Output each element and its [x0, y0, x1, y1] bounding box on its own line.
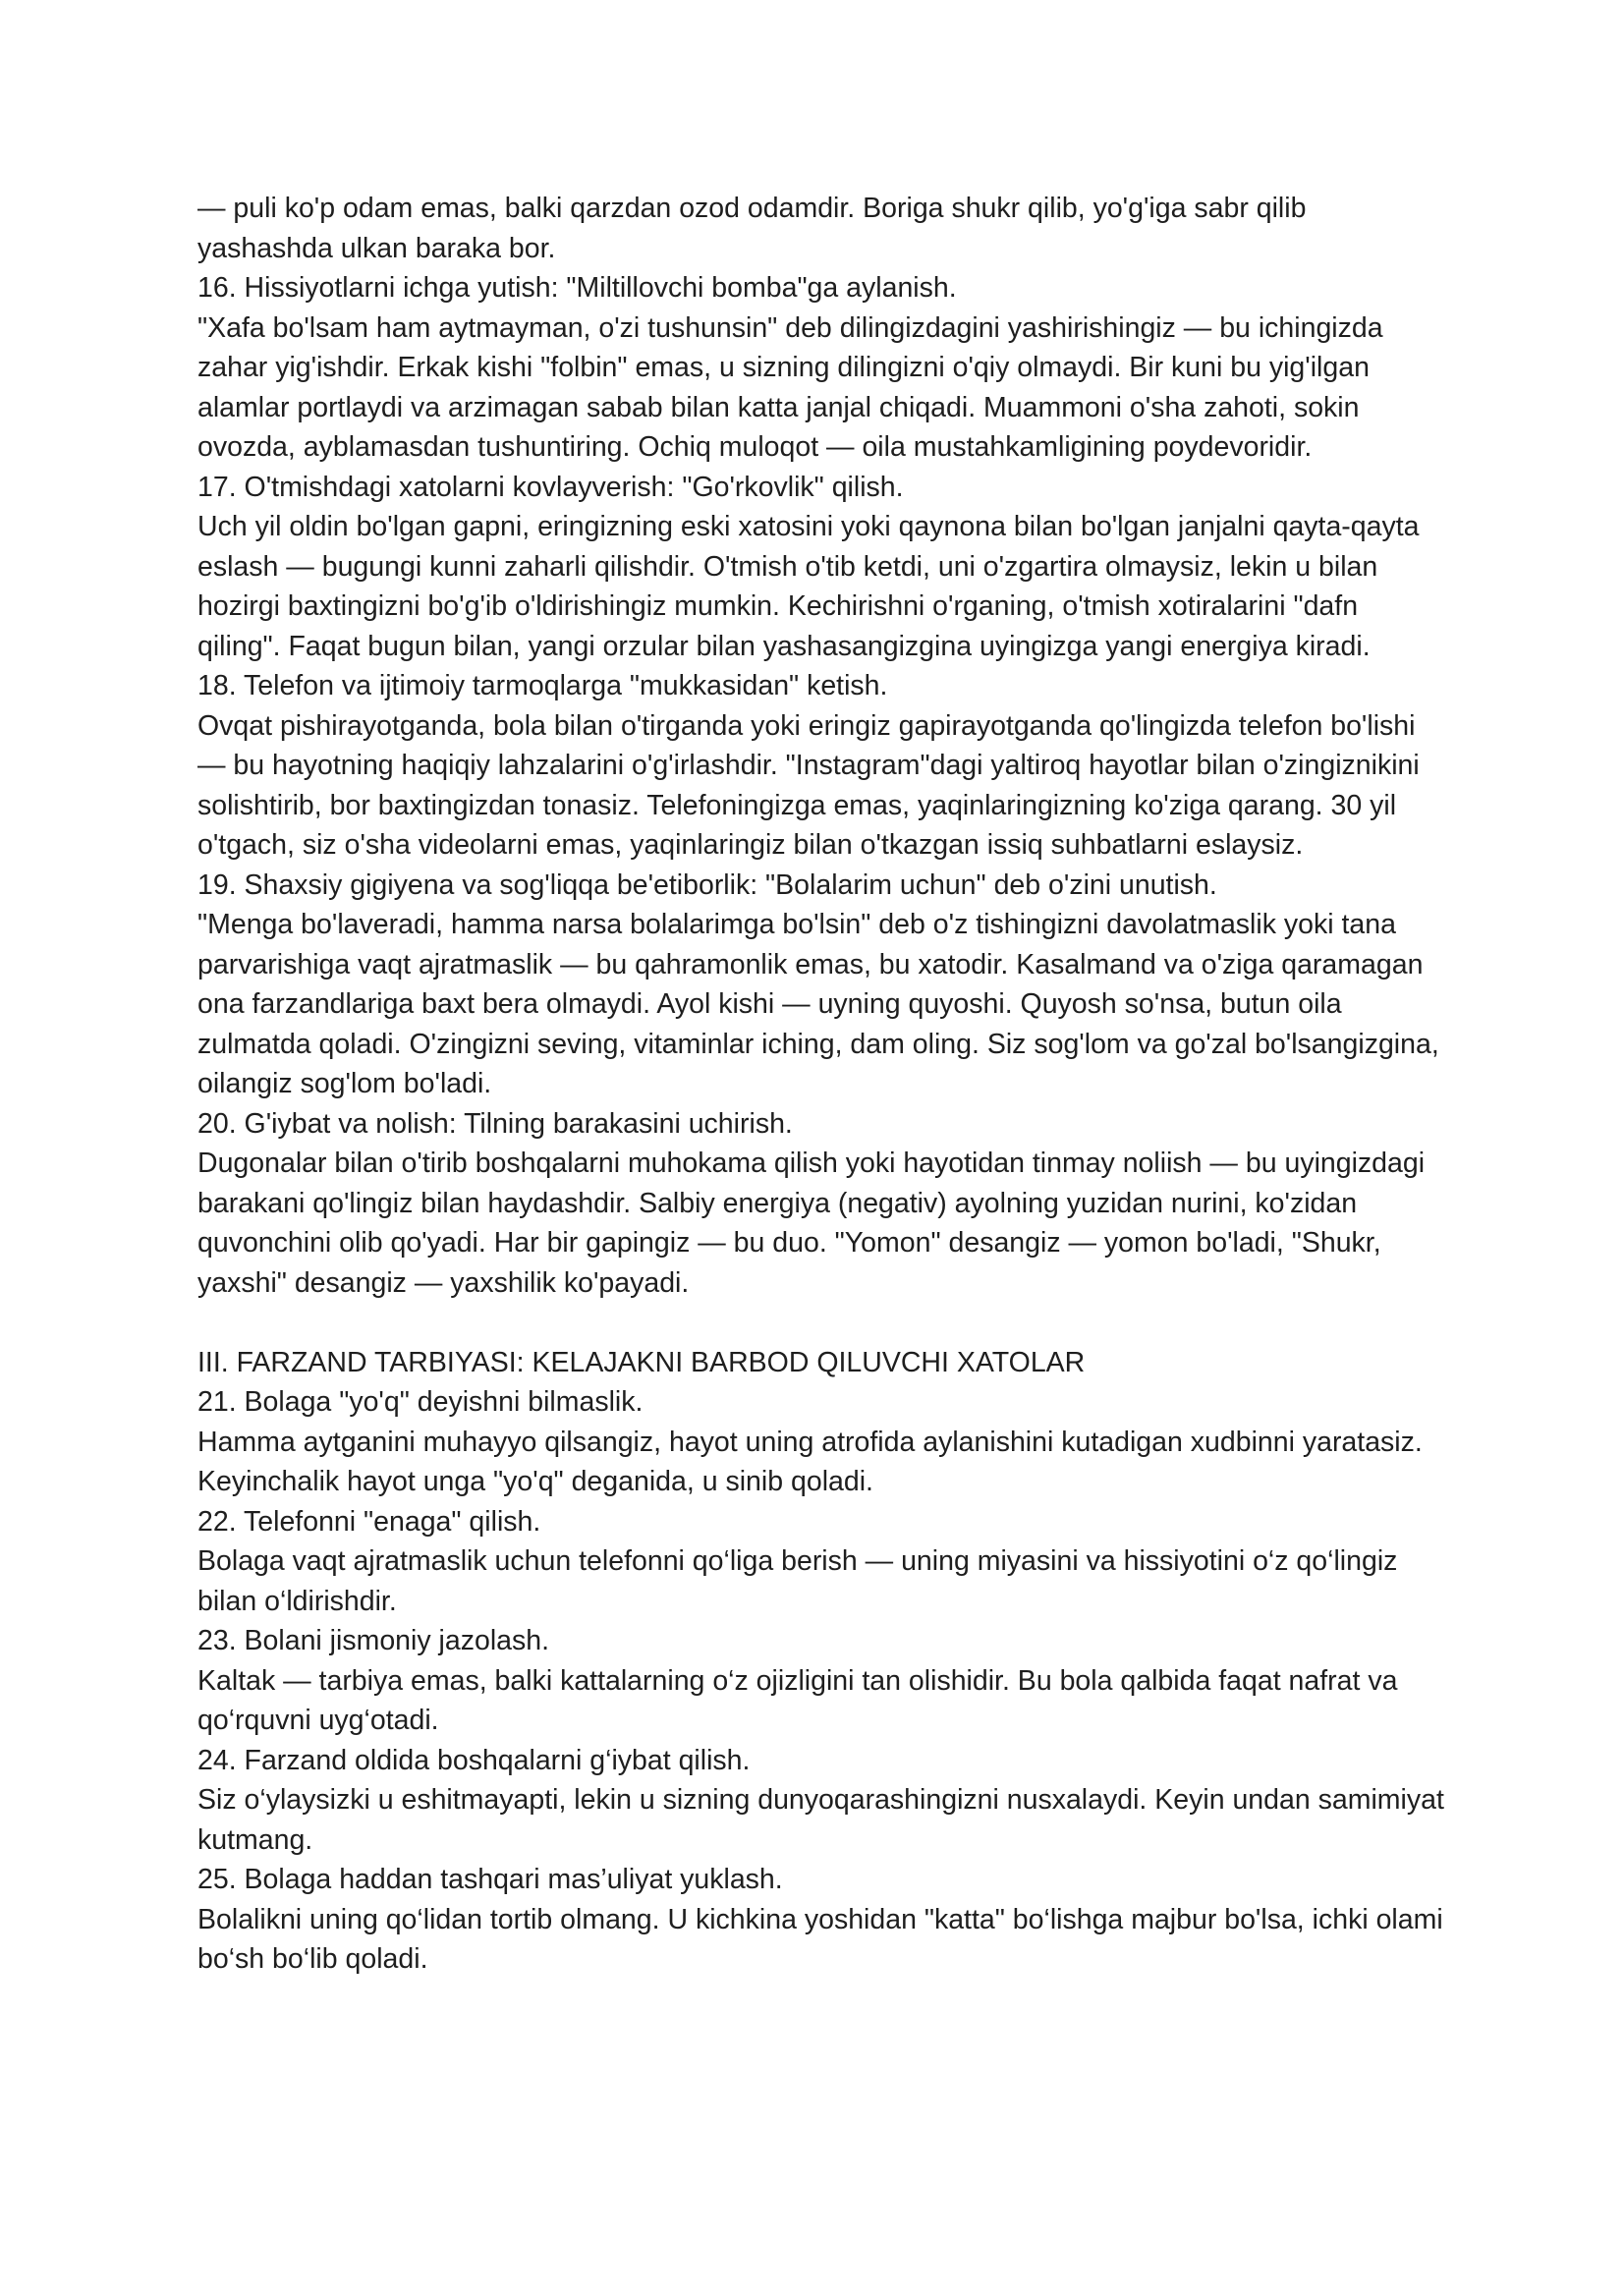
item-body-19: "Menga bo'laveradi, hamma narsa bolalarimga bo'lsin" deb o'z tishingizni davolatmaslik yoki tana parvarishiga vaqt ajratmaslik — bu qahramonlik emas, bu xatodir. Kasalmand va o'ziga qaramagan ona farzandlariga baxt bera olmaydi. Ayol kishi — uyning quyoshi. Quyosh so'nsa, butun oila zulmatda qoladi. O'zingizni seving, vitaminlar iching, dam oling. Siz sog'lom va go'zal bo'lsangizgina, oilangiz sog'lom bo'ladi.: [197, 909, 1439, 1099]
item-body-21: Hamma aytganini muhayyo qilsangiz, hayot uning atrofida aylanishini kutadigan xudbinni yaratasiz. Keyinchalik hayot unga "yo'q" deganida, u sinib qoladi.: [197, 1426, 1423, 1497]
item-body-18: Ovqat pishirayotganda, bola bilan o'tirganda yoki eringiz gapirayotganda qo'lingizda telefon bo'lishi — bu hayotning haqiqiy lahzalarini o'g'irlashdir. "Instagram"dagi yaltiroq hayotlar bilan o'zingiznikini solishtirib, bor baxtingizdan tonasiz. Telefoningizga emas, yaqinlaringizning ko'ziga qarang. 30 yil o'tgach, siz o'sha videolarni emas, yaqinlaringiz bilan o'tkazgan issiq suhbatlarni eslaysiz.: [197, 709, 1420, 861]
section-spacer: [197, 1303, 1445, 1343]
item-heading-20: 20. G'iybat va nolish: Tilning barakasini uchirish.: [197, 1107, 793, 1140]
item-heading-22: 22. Telefonni "enaga" qilish.: [197, 1505, 541, 1538]
section-heading-3: III. FARZAND TARBIYASI: KELAJAKNI BARBOD QILUVCHI XATOLAR: [197, 1346, 1086, 1378]
item-heading-18: 18. Telefon va ijtimoiy tarmoqlarga "mukkasidan" ketish.: [197, 670, 888, 701]
item-body-16: "Xafa bo'lsam ham aytmayman, o'zi tushunsin" deb dilingizdagini yashirishingiz — bu ichingizda zahar yig'ishdir. Erkak kishi "folbin" emas, u sizning dilingizni o'qiy olmaydi. Bir kuni bu yig'ilgan alamlar portlaydi va arzimagan sabab bilan katta janjal chiqadi. Muammoni o'sha zahoti, sokin ovozda, ayblamasdan tushuntiring. Ochiq muloqot — oila mustahkamligining poydevoridir.: [197, 311, 1383, 463]
item-heading-25: 25. Bolaga haddan tashqari mas’uliyat yuklash.: [197, 1864, 783, 1895]
item-body-24: Siz o‘ylaysizki u eshitmayapti, lekin u sizning dunyoqarashingizni nusxalaydi. Keyin undan samimiyat kutmang.: [197, 1784, 1444, 1856]
item-heading-19: 19. Shaxsiy gigiyena va sog'liqqa be'etiborlik: "Bolalarim uchun" deb o'zini unutish.: [197, 868, 1217, 901]
paragraph-intro: — puli ko'p odam emas, balki qarzdan ozod odamdir. Boriga shukr qilib, yo'g'iga sabr qilib yashashda ulkan baraka bor.: [197, 193, 1307, 264]
item-heading-23: 23. Bolani jismoniy jazolash.: [197, 1625, 550, 1656]
item-body-22: Bolaga vaqt ajratmaslik uchun telefonni qo‘liga berish — uning miyasini va hissiyotini o‘z qo‘lingiz bilan o‘ldirishdir.: [197, 1545, 1398, 1617]
item-body-17: Uch yil oldin bo'lgan gapni, eringizning eski xatosini yoki qaynona bilan bo'lgan janjalni qayta-qayta eslash — bugungi kunni zaharli qilishdir. O'tmish o'tib ketdi, uni o'zgartira olmaysiz, lekin u bilan hozirgi baxtingizni bo'g'ib o'ldirishingiz mumkin. Kechirishni o'rganing, o'tmish xotiralarini "dafn qiling". Faqat bugun bilan, yangi orzular bilan yashasangizgina uyingizga yangi energiya kiradi.: [197, 511, 1420, 662]
item-body-23: Kaltak — tarbiya emas, balki kattalarning o‘z ojizligini tan olishidir. Bu bola qalbida faqat nafrat va qo‘rquvni uyg‘otadi.: [197, 1664, 1398, 1736]
item-heading-16: 16. Hissiyotlarni ichga yutish: "Miltillovchi bomba"ga aylanish.: [197, 272, 957, 304]
item-body-20: Dugonalar bilan o'tirib boshqalarni muhokama qilish yoki hayotidan tinmay noliish — bu uyingizdagi barakani qo'lingiz bilan haydashdir. Salbiy energiya (negativ) ayolning yuzidan nurini, ko'zidan quvonchini olib qo'yadi. Har bir gapingiz — bu duo. "Yomon" desangiz — yomon bo'ladi, "Shukr, yaxshi" desangiz — yaxshilik ko'payadi.: [197, 1148, 1426, 1299]
item-heading-24: 24. Farzand oldida boshqalarni g‘iybat qilish.: [197, 1744, 751, 1776]
item-heading-17: 17. O'tmishdagi xatolarni kovlayverish: "Go'rkovlik" qilish.: [197, 471, 904, 503]
item-heading-21: 21. Bolaga "yo'q" deyishni bilmaslik.: [197, 1386, 644, 1418]
item-body-25: Bolalikni uning qo‘lidan tortib olmang. U kichkina yoshidan "katta" bo‘lishga majbur bo'lsa, ichki olami bo‘sh bo‘lib qoladi.: [197, 1903, 1443, 1975]
document-page: [197, 189, 1445, 1980]
